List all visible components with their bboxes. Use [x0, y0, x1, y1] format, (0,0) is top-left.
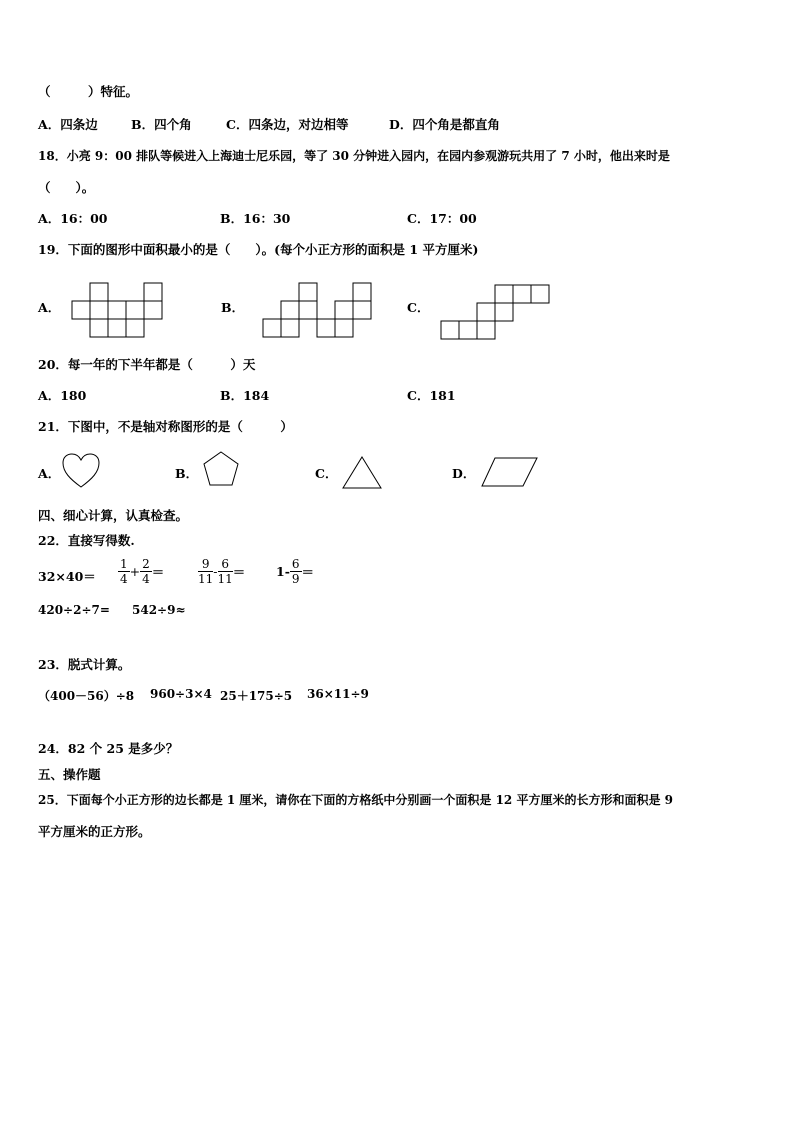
q20-option-c: C．181	[407, 388, 456, 403]
q19-option-b: B．	[221, 300, 245, 315]
parallelogram-icon	[481, 457, 539, 487]
grid-figure-a	[72, 283, 164, 337]
section-5-heading: 五、操作题	[38, 767, 101, 782]
q23-expr-1: （400－56）÷8	[38, 689, 135, 703]
q23-expr-2: 960÷3×4	[150, 687, 212, 701]
triangle-icon	[342, 456, 382, 489]
q22-expr-6: 542÷9≈	[132, 603, 186, 617]
q18-question-cont: （ ）。	[38, 180, 95, 195]
q21-option-c: C．	[315, 466, 338, 481]
q21-option-b: B．	[175, 466, 199, 481]
fraction-1-4: $\frac{1}{4}$	[120, 557, 128, 586]
q18-option-b: B．16：30	[220, 211, 291, 226]
q18-option-a: A．16：00	[38, 211, 108, 226]
q17-option-a: A．四条边	[38, 117, 98, 132]
q17-option-c: C．四条边，对边相等	[226, 117, 349, 132]
q22-expr-3: $\frac{9}{11}$ - $\frac{6}{11}$ ＝	[198, 557, 246, 586]
grid-figure-c	[441, 285, 551, 339]
fraction-2-4: $\frac{2}{4}$	[142, 557, 150, 586]
q19-option-c: C．	[407, 300, 430, 315]
q22-expr-5: 420÷2÷7=	[38, 603, 110, 617]
q19-option-a: A．	[38, 300, 61, 315]
q23-expr-4: 36×11÷9	[307, 687, 369, 701]
q21-option-d: D．	[452, 466, 476, 481]
q22-expr-1: 32×40＝	[38, 569, 96, 584]
heart-icon	[62, 453, 100, 489]
grid-figure-b	[263, 283, 373, 337]
section-4-heading: 四、细心计算，认真检查。	[38, 508, 189, 523]
q18-question: 18．小亮 9：00 排队等候进入上海迪士尼乐园，等了 30 分钟进入园内，在园内参观游玩共用了 7 小时，他出来时是	[38, 149, 670, 163]
q20-question: 20．每一年的下半年都是（ ）天	[38, 357, 256, 372]
q22-question: 22．直接写得数.	[38, 533, 135, 548]
q17-tail: （ ）特征。	[38, 84, 139, 99]
q17-option-d: D．四个角是都直角	[389, 117, 500, 132]
q18-option-c: C．17：00	[407, 211, 477, 226]
q23-question: 23．脱式计算。	[38, 657, 131, 672]
fraction-9-11: $\frac{9}{11}$	[198, 557, 214, 586]
q20-option-a: A．180	[38, 388, 87, 403]
q22-expr-2: $\frac{1}{4}$ + $\frac{2}{4}$ ＝	[120, 557, 165, 586]
q19-question: 19．下面的图形中面积最小的是（ ）。(每个小正方形的面积是 1 平方厘米)	[38, 242, 479, 257]
q24-question: 24．82 个 25 是多少？	[38, 741, 179, 756]
q21-option-a: A．	[38, 466, 61, 481]
q25-question-cont: 平方厘米的正方形。	[38, 824, 151, 839]
pentagon-icon	[202, 451, 240, 487]
q25-question: 25．下面每个小正方形的边长都是 1 厘米，请你在下面的方格纸中分别画一个面积是 12 平方厘米的长方形和面积是 9	[38, 793, 673, 807]
q20-option-b: B．184	[220, 388, 270, 403]
q21-question: 21．下图中，不是轴对称图形的是（ ）	[38, 419, 293, 434]
q17-option-b: B．四个角	[131, 117, 192, 132]
fraction-6-9: $\frac{6}{9}$	[291, 557, 300, 586]
q23-expr-3: 25＋175÷5	[220, 689, 293, 703]
q22-expr-4: 1- $\frac{6}{9}$ ＝	[276, 557, 315, 586]
fraction-6-11: $\frac{6}{11}$	[217, 557, 233, 586]
